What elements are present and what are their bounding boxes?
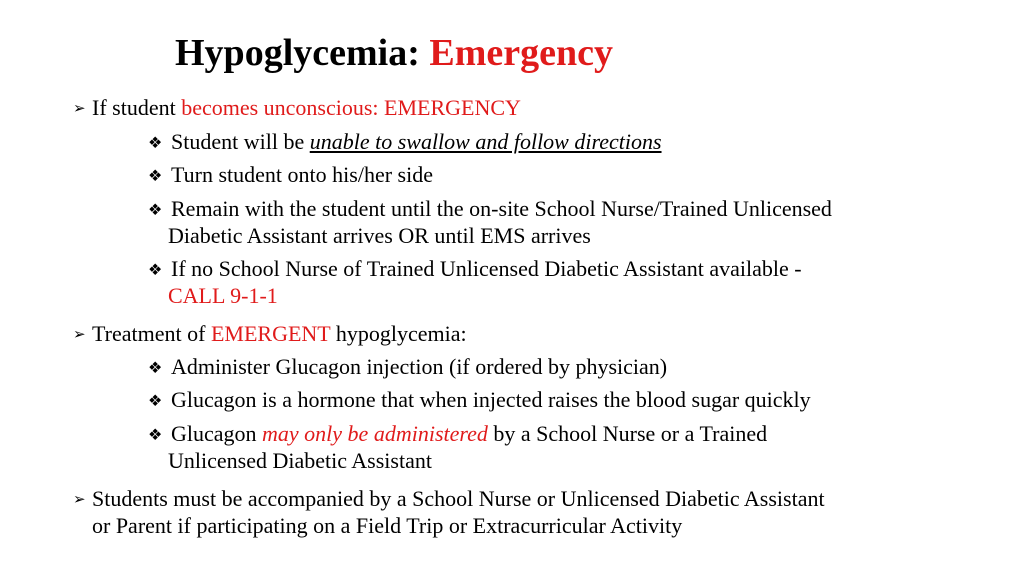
sub-bullet-remain-continued: Diabetic Assistant arrives OR until EMS arrives xyxy=(168,223,591,248)
four-diamond-bullet-icon: ❖ xyxy=(148,168,163,185)
four-diamond-bullet-icon: ❖ xyxy=(148,202,163,219)
sub-bullet-administered-by: ❖ Glucagon may only be administered by a School Nurse or a Trained xyxy=(148,420,767,450)
sub-bullet-hormone: ❖ Glucagon is a hormone that when injected raises the blood sugar quickly xyxy=(148,386,811,416)
bullet-treatment: ➢ Treatment of EMERGENT hypoglycemia: xyxy=(73,320,467,351)
arrowhead-bullet-icon: ➢ xyxy=(73,327,86,343)
title-prefix: Hypoglycemia: xyxy=(175,32,420,74)
bullet-field-trip-continued: or Parent if participating on a Field Trip or Extracurricular Activity xyxy=(92,513,683,538)
bullet-unconscious: ➢ If student becomes unconscious: EMERGENCY xyxy=(73,94,521,125)
four-diamond-bullet-icon: ❖ xyxy=(148,393,163,410)
arrowhead-bullet-icon: ➢ xyxy=(73,492,86,508)
sub-bullet-remain: ❖ Remain with the student until the on-site School Nurse/Trained Unlicensed xyxy=(148,195,832,225)
sub-bullet-no-nurse: ❖ If no School Nurse of Trained Unlicensed Diabetic Assistant available - xyxy=(148,255,802,285)
four-diamond-bullet-icon: ❖ xyxy=(148,135,163,152)
arrowhead-bullet-icon: ➢ xyxy=(73,101,86,117)
four-diamond-bullet-icon: ❖ xyxy=(148,262,163,279)
sub-bullet-swallow: ❖ Student will be unable to swallow and follow directions xyxy=(148,128,662,158)
title-highlight: Emergency xyxy=(429,32,613,74)
sub-bullet-administer: ❖ Administer Glucagon injection (if ordered by physician) xyxy=(148,353,667,383)
four-diamond-bullet-icon: ❖ xyxy=(148,427,163,444)
slide-title xyxy=(175,30,613,76)
four-diamond-bullet-icon: ❖ xyxy=(148,360,163,377)
sub-bullet-administered-by-continued: Unlicensed Diabetic Assistant xyxy=(168,448,432,473)
sub-bullet-turn-side: ❖ Turn student onto his/her side xyxy=(148,161,433,191)
call-911-text: CALL 9-1-1 xyxy=(168,283,278,308)
bullet-field-trip: ➢ Students must be accompanied by a School Nurse or Unlicensed Diabetic Assistant xyxy=(73,485,825,516)
